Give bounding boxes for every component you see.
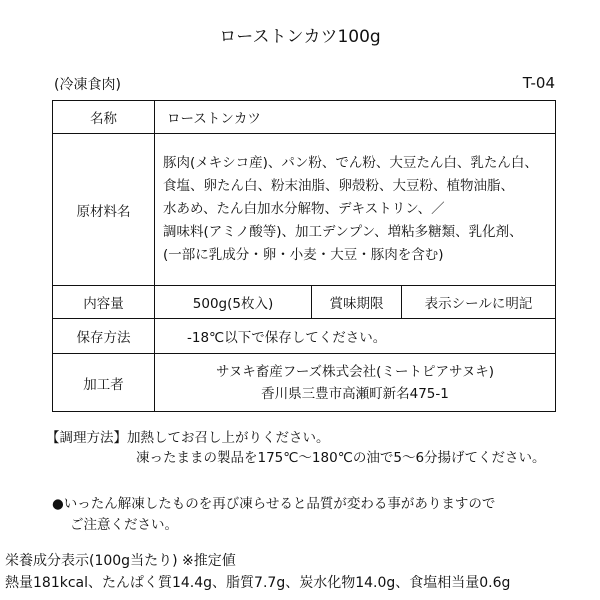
processor-row [53, 354, 556, 412]
ingredients-line: 食塩、卵たん白、粉末油脂、卵殻粉、大豆粉、植物油脂、 [163, 178, 514, 194]
content-value: 500g(5枚入) [155, 286, 312, 319]
notice-line: ご注意ください。 [70, 517, 178, 533]
expiry-label: 賞味期限 [312, 286, 402, 319]
content-label: 内容量 [53, 286, 155, 319]
nutrition-values: 熱量181kcal、たんぱく質14.4g、脂質7.7g、炭水化物14.0g、食塩相当量0.6g [5, 575, 511, 591]
name-row [53, 101, 556, 134]
product-code: T-04 [522, 74, 555, 92]
cooking-instructions [46, 428, 546, 468]
cooking-line: 【調理方法】加熱してお召し上がりください。 [46, 430, 330, 446]
ingredients-line: 豚肉(メキシコ産)、パン粉、でん粉、大豆たん白、乳たん白、 [163, 155, 538, 171]
content-row [53, 286, 556, 319]
ingredients-line: 水あめ、たん白加水分解物、デキストリン、／ [163, 201, 445, 217]
notice-line: ●いったん解凍したものを再び凍らせると品質が変わる事がありますので [52, 496, 496, 512]
name-value: ローストンカツ [155, 101, 556, 134]
category-label: (冷凍食肉) [54, 77, 121, 93]
cooking-line: 凍ったままの製品を175℃～180℃の油で5～6分揚げてください。 [136, 450, 546, 466]
nutrition-facts [5, 550, 510, 594]
product-info-table [52, 100, 556, 412]
product-title: ローストンカツ100g [219, 27, 381, 47]
ingredients-label: 原材料名 [53, 134, 155, 286]
nutrition-header: 栄養成分表示(100g当たり) ※推定値 [5, 553, 236, 569]
storage-value: -18℃以下で保存してください。 [155, 319, 556, 354]
ingredients-line: (一部に乳成分・卵・小麦・大豆・豚肉を含む) [163, 247, 444, 263]
ingredients-row [53, 134, 556, 286]
processor-name: サヌキ畜産フーズ株式会社(ミートピアサヌキ) [215, 363, 495, 380]
expiry-value: 表示シールに明記 [402, 286, 556, 319]
processor-address: 香川県三豊市高瀬町新名475-1 [261, 385, 449, 402]
storage-label: 保存方法 [53, 319, 155, 354]
processor-label: 加工者 [53, 354, 155, 412]
ingredients-line: 調味料(アミノ酸等)、加工デンプン、増粘多糖類、乳化剤、 [163, 224, 523, 240]
processor-value [155, 354, 556, 412]
name-label: 名称 [53, 101, 155, 134]
ingredients-value [155, 134, 556, 286]
freeze-notice [52, 494, 495, 536]
storage-row [53, 319, 556, 354]
